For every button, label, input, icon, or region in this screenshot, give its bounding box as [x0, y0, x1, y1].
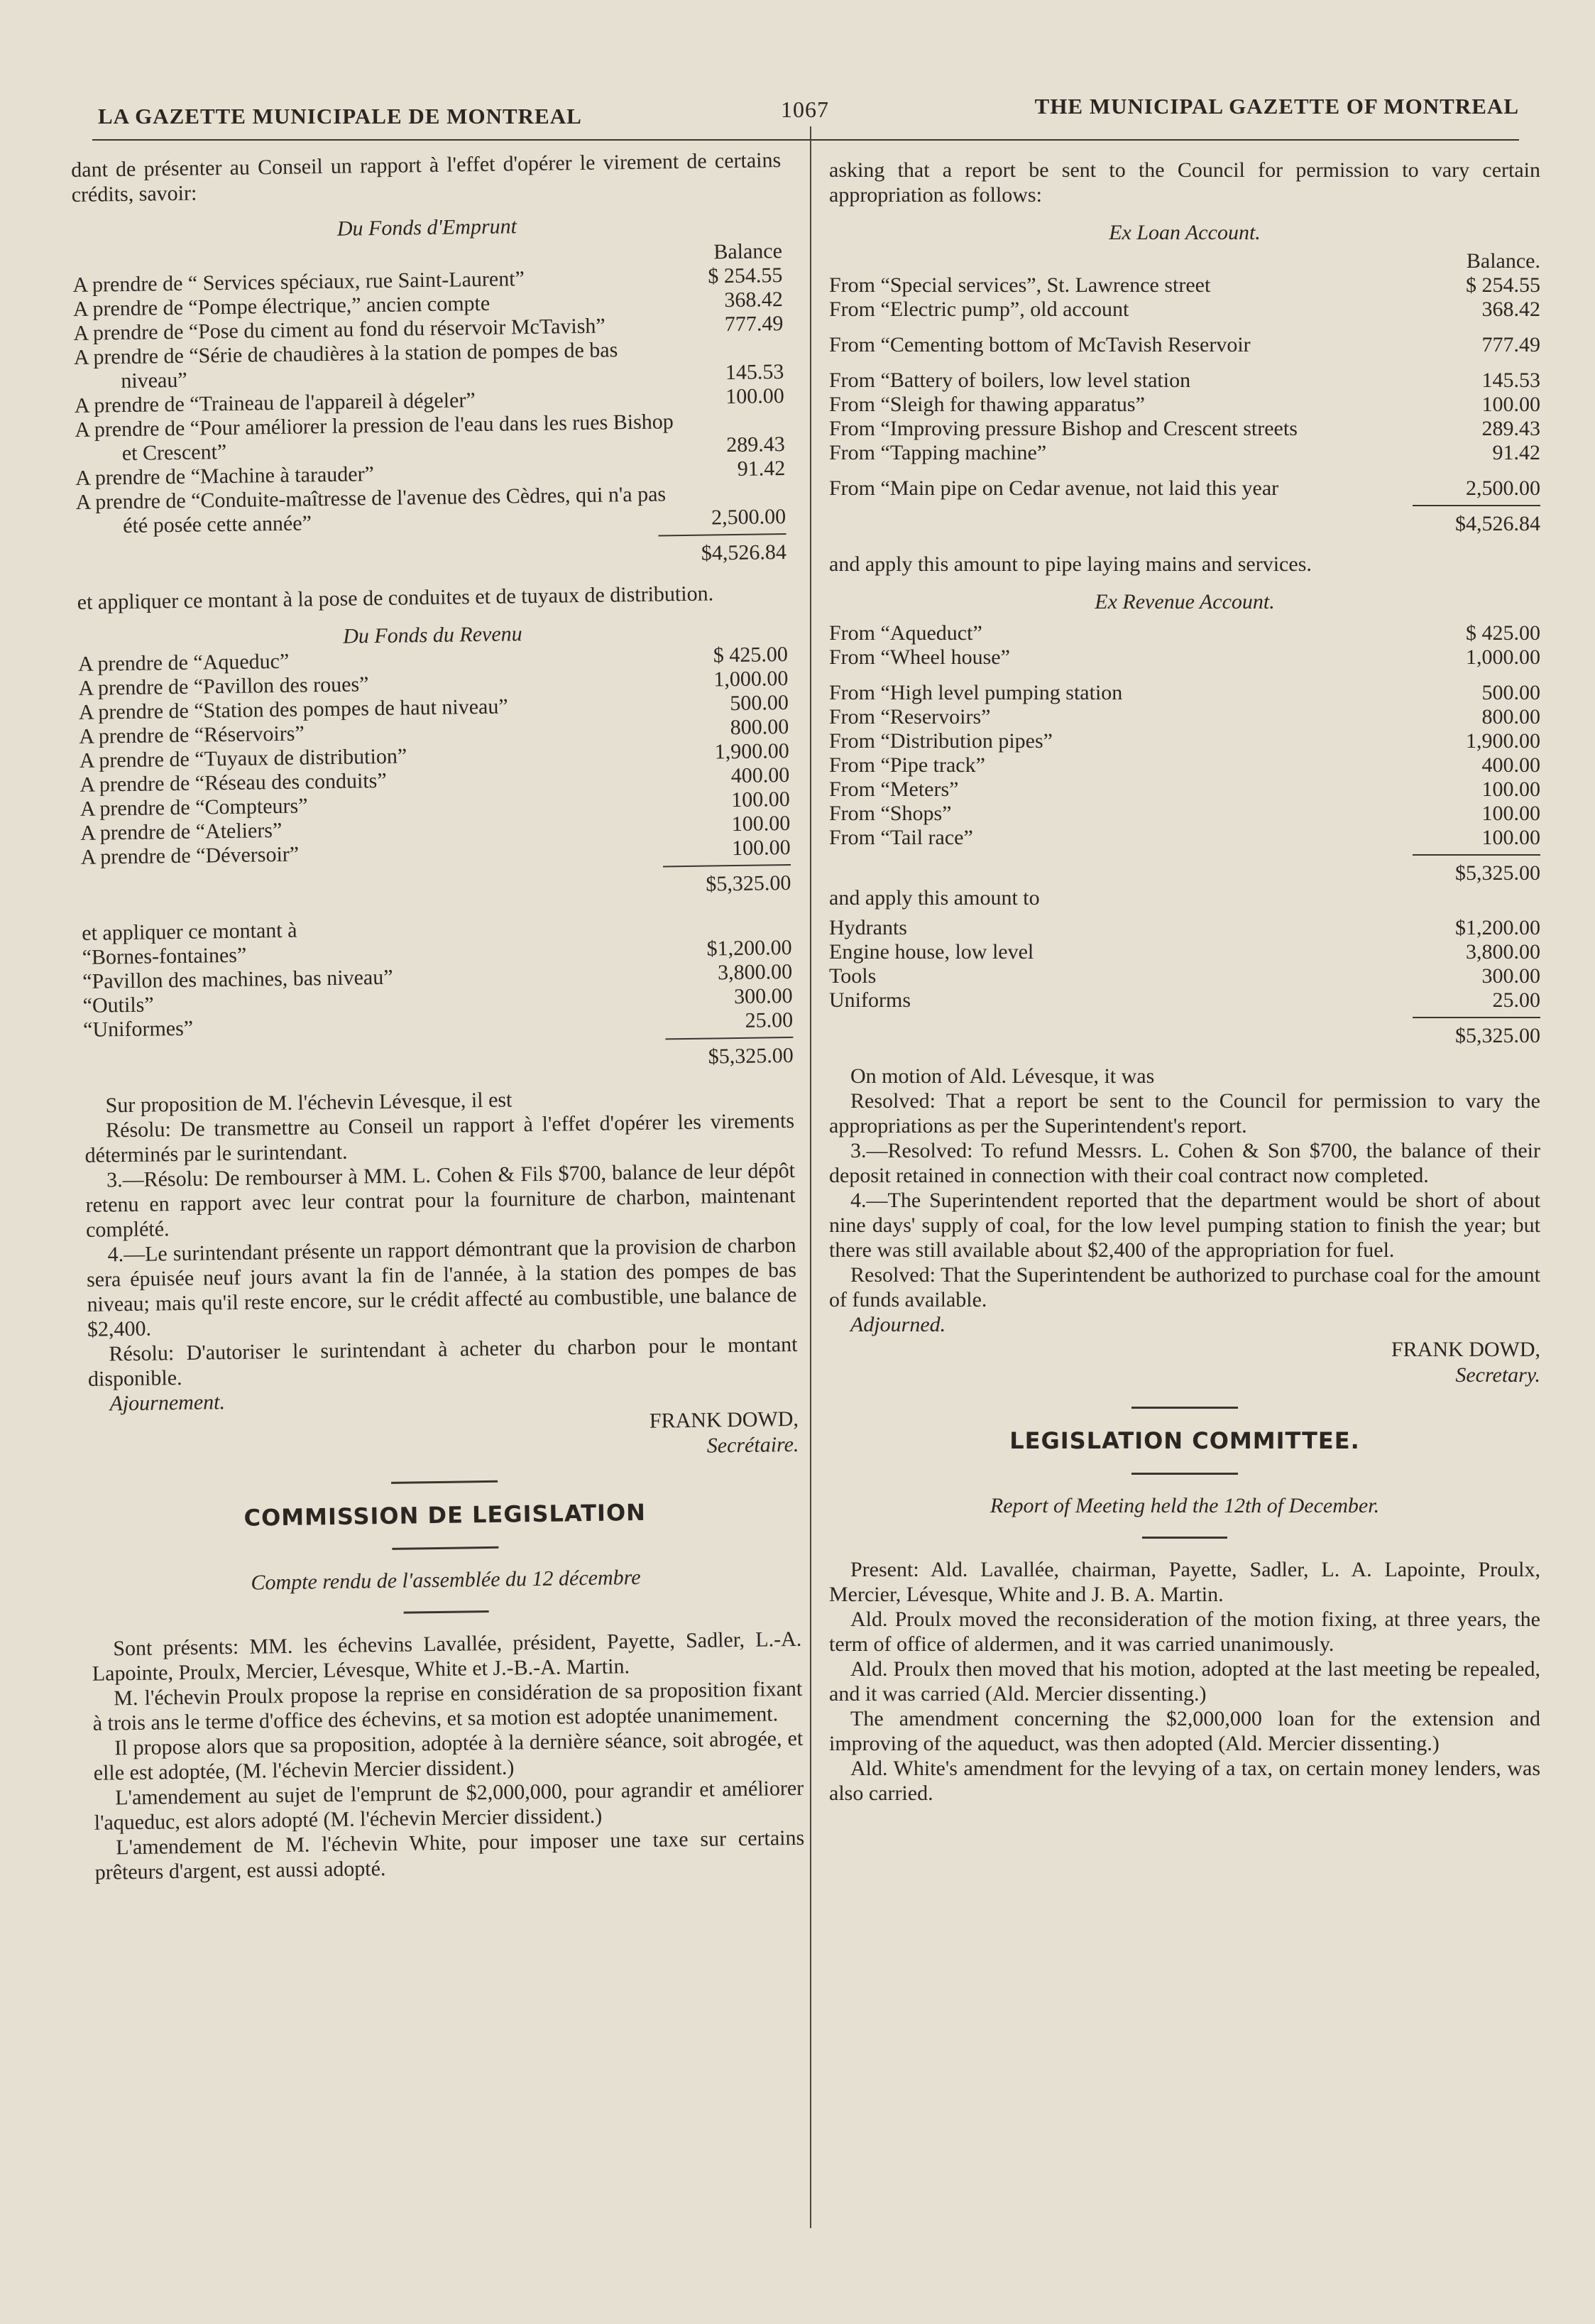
- signature-name: FRANK DOWD,: [1391, 1338, 1540, 1361]
- row-label: From “Pipe track”: [829, 753, 985, 777]
- table-row: [829, 645, 1540, 670]
- row-amount: 800.00: [1481, 705, 1540, 729]
- apply-loan-text: et appliquer ce montant à la pose de conduites et de tuyaux de distribution.: [77, 582, 714, 614]
- row-label: “Pavillon des machines, bas niveau”: [82, 965, 393, 993]
- row-amount: $ 254.55: [1466, 273, 1540, 297]
- table-row: [829, 681, 1540, 705]
- row-amount: 368.42: [724, 288, 784, 312]
- section-divider: [404, 1610, 489, 1614]
- loan-table: [72, 263, 786, 539]
- row-label: A prendre de “Déversoir”: [80, 842, 300, 869]
- row-label: From “High level pumping station: [829, 681, 1123, 704]
- row-amount: 289.43: [726, 432, 785, 457]
- apply-revenue-text: et appliquer ce montant à: [82, 918, 297, 945]
- row-label: From “Distribution pipes”: [829, 729, 1053, 753]
- table-row: [829, 273, 1540, 298]
- adjournment: Adjourned.: [850, 1313, 946, 1336]
- intro-text: asking that a report be sent to the Council for permission to vary certain appropriation as follows:: [829, 158, 1540, 207]
- paragraph: Sur proposition de M. l'échevin Lévesque, il est: [105, 1088, 513, 1118]
- row-label: “Uniformes”: [82, 1016, 194, 1042]
- row-amount: 25.00: [1492, 988, 1540, 1012]
- paragraph: 4.—The Superintendent reported that the department would be short of about nine days' supply of coal, for the low level pumping station to finish the year; but there was still available about $2,400 of the appropriation for fuel.: [829, 1189, 1540, 1262]
- column-divider: [810, 126, 811, 2228]
- loan-total: $4,526.84: [77, 533, 787, 574]
- apply-loan-text: and apply this amount to pipe laying mains and services.: [829, 552, 1312, 576]
- table-row: [829, 778, 1540, 802]
- paragraph: Résolu: De transmettre au Conseil un rapport à l'effet d'opérer les virements déterminés par le surintendant.: [84, 1108, 795, 1167]
- table-row: [829, 729, 1540, 753]
- row-label: A prendre de “Aqueduc”: [77, 649, 290, 676]
- paragraph: 3.—Resolved: To refund Messrs. L. Cohen & Son $700, the balance of their deposit retained in connection with their coal contract now completed.: [829, 1139, 1540, 1187]
- section-divider: [1131, 1473, 1238, 1475]
- balance-label: Balance: [713, 239, 783, 264]
- row-amount: 100.00: [1481, 393, 1540, 416]
- row-amount: 777.49: [1481, 333, 1540, 356]
- paragraph: Ald. White's amendment for the levying of a tax, on certain money lenders, was also carried.: [829, 1757, 1540, 1805]
- section-subtitle: Compte rendu de l'assemblée du 12 décembre: [251, 1565, 641, 1595]
- table-row: [829, 826, 1540, 850]
- row-amount: 400.00: [730, 763, 790, 788]
- loan-total: $4,526.84: [829, 505, 1540, 536]
- page-header: [92, 84, 1519, 129]
- page-number: 1067: [781, 97, 829, 122]
- section-divider: [391, 1480, 498, 1484]
- table-row: [829, 705, 1540, 729]
- row-amount: 100.00: [730, 787, 790, 812]
- section-subtitle: Report of Meeting held the 12th of December.: [990, 1494, 1380, 1517]
- row-label: A prendre de “ Services spéciaux, rue Saint-Laurent”: [72, 267, 525, 297]
- apply-total: $5,325.00: [83, 1037, 794, 1078]
- row-label: From “Improving pressure Bishop and Crescent streets: [829, 417, 1298, 440]
- row-amount: 145.53: [725, 360, 784, 385]
- row-label: A prendre de “Tuyaux de distribution”: [79, 744, 407, 773]
- row-amount: 300.00: [733, 983, 793, 1009]
- section-divider: [392, 1546, 498, 1550]
- row-label: “Outils”: [82, 993, 154, 1018]
- apply-total: $5,325.00: [829, 1017, 1540, 1048]
- row-label: From “Battery of boilers, low level station: [829, 369, 1191, 392]
- header-rule: [92, 139, 1519, 141]
- section-title: COMMISSION DE LEGISLATION: [243, 1498, 647, 1532]
- table-row: [829, 298, 1540, 322]
- table-row: [829, 802, 1540, 826]
- balance-label: Balance.: [1466, 249, 1540, 273]
- header-title-english: THE MUNICIPAL GAZETTE OF MONTREAL: [1034, 94, 1519, 119]
- row-label: From “Cementing bottom of McTavish Reservoir: [829, 333, 1251, 356]
- paragraph: Present: Ald. Lavallée, chairman, Payette, Sadler, L. A. Lapointe, Proulx, Mercier, Lévesque, White and J. B. A. Martin.: [829, 1558, 1540, 1606]
- paragraph: L'amendement au sujet de l'emprunt de $2,000,000, pour agrandir et améliorer l'aqueduc, est alors adopté (M. l'échevin Mercier dissident.): [94, 1776, 804, 1835]
- row-amount: 800.00: [730, 714, 789, 740]
- table-row: [829, 753, 1540, 778]
- row-label: Tools: [829, 964, 877, 988]
- french-column: [71, 148, 805, 1885]
- row-label: From “Tail race”: [829, 826, 973, 849]
- loan-heading: Ex Loan Account.: [1109, 221, 1261, 244]
- row-amount: 91.42: [1492, 441, 1540, 464]
- row-label: A prendre de “Station des pompes de haut niveau”: [78, 694, 508, 724]
- paragraph: Il propose alors que sa proposition, adoptée à la dernière séance, soit abrogée, et elle est adoptée, (M. l'échevin Mercier dissident.): [93, 1726, 804, 1785]
- row-label: A prendre de “Compteurs”: [80, 794, 308, 821]
- row-amount: $ 425.00: [1466, 621, 1540, 645]
- row-amount: 400.00: [1481, 753, 1540, 777]
- row-amount: 3,800.00: [1466, 940, 1540, 964]
- row-amount: 100.00: [1481, 802, 1540, 825]
- signature-name: FRANK DOWD,: [649, 1407, 799, 1433]
- row-label: From “Shops”: [829, 802, 952, 825]
- row-label: A prendre de “Ateliers”: [80, 818, 283, 845]
- signature-title: Secretary.: [1455, 1363, 1540, 1387]
- signature-title: Secrétaire.: [706, 1432, 799, 1458]
- paragraph: 4.—Le surintendant présente un rapport démontrant que la provision de charbon sera épuisée neuf jours avant la fin de l'année, à la station des pompes de bas niveau; mais qu'il reste encore, sur le crédit affecté au combustible, une balance de $2,400.: [86, 1233, 797, 1341]
- row-amount: $ 425.00: [713, 642, 789, 667]
- revenue-total: $5,325.00: [81, 864, 791, 905]
- row-amount: 25.00: [745, 1008, 794, 1032]
- table-row: [829, 417, 1540, 441]
- table-row: [829, 369, 1540, 393]
- apply-revenue-text: and apply this amount to: [829, 886, 1040, 910]
- row-amount: 100.00: [731, 835, 791, 861]
- paragraph: M. l'échevin Proulx propose la reprise en considération de sa proposition fixant à trois ans le terme d'office des échevins, et sa motion est adoptée unanimement.: [92, 1676, 803, 1735]
- row-label: From “Sleigh for thawing apparatus”: [829, 393, 1145, 416]
- table-row: [829, 476, 1540, 501]
- row-amount: 3,800.00: [717, 959, 793, 985]
- paragraph: Resolved: That the Superintendent be authorized to purchase coal for the amount of funds available.: [829, 1263, 1540, 1311]
- header-title-french: LA GAZETTE MUNICIPALE DE MONTREAL: [98, 104, 582, 129]
- revenue-heading: Ex Revenue Account.: [1095, 590, 1275, 613]
- english-column: [829, 158, 1540, 1806]
- revenue-table: [78, 643, 791, 870]
- row-label: Hydrants: [829, 916, 907, 939]
- loan-table: [829, 273, 1540, 501]
- section-title: LEGISLATION COMMITTEE.: [1009, 1427, 1360, 1454]
- row-label: “Bornes-fontaines”: [82, 943, 247, 969]
- row-amount: 289.43: [1481, 417, 1540, 440]
- row-amount: $1,200.00: [1455, 916, 1540, 939]
- table-row: [829, 940, 1540, 964]
- row-amount: 100.00: [1481, 826, 1540, 849]
- row-label: Engine house, low level: [829, 940, 1034, 964]
- revenue-table: [829, 621, 1540, 850]
- paragraph: On motion of Ald. Lévesque, it was: [850, 1064, 1155, 1088]
- row-label: From “Special services”, St. Lawrence street: [829, 273, 1211, 297]
- paragraph: Ald. Proulx then moved that his motion, adopted at the last meeting be repealed, and it was carried (Ald. Mercier dissenting.): [829, 1657, 1540, 1706]
- table-row: [829, 333, 1540, 357]
- row-label: From “Main pipe on Cedar avenue, not laid this year: [829, 476, 1279, 500]
- row-amount: 100.00: [725, 384, 785, 409]
- paragraph: Ald. Proulx moved the reconsideration of the motion fixing, at three years, the term of office of aldermen, and it was carried unanimously.: [829, 1608, 1540, 1656]
- row-label: A prendre de “Réservoirs”: [79, 721, 305, 748]
- table-row: [829, 916, 1540, 940]
- row-amount: 1,000.00: [713, 666, 789, 692]
- row-amount: 2,500.00: [1466, 476, 1540, 500]
- row-amount: $ 254.55: [708, 263, 783, 288]
- table-row: [829, 393, 1540, 417]
- row-label: From “Meters”: [829, 778, 959, 801]
- row-amount: 500.00: [1481, 681, 1540, 704]
- row-label: From “Aqueduct”: [829, 621, 982, 645]
- row-amount: 368.42: [1481, 298, 1540, 321]
- row-label: A prendre de “Conduite-maîtresse de l'avenue des Cèdres, qui n'a pas été posée cette année”: [75, 482, 667, 538]
- row-label: A prendre de “Pavillon des roues”: [78, 672, 369, 700]
- row-amount: 1,000.00: [1466, 645, 1540, 669]
- section-divider: [1131, 1407, 1238, 1409]
- row-amount: 100.00: [1481, 778, 1540, 801]
- revenue-heading: Du Fonds du Revenu: [343, 622, 522, 648]
- adjournment: Ajournement.: [109, 1390, 226, 1416]
- row-label: A prendre de “Pose du ciment au fond du réservoir McTavish”: [73, 314, 605, 345]
- row-amount: 1,900.00: [714, 738, 789, 764]
- row-amount: 145.53: [1481, 369, 1540, 392]
- row-amount: 777.49: [724, 312, 784, 337]
- row-label: A prendre de “Réseau des conduits”: [80, 768, 387, 797]
- row-amount: 300.00: [1481, 964, 1540, 988]
- table-row: [829, 621, 1540, 645]
- row-amount: $1,200.00: [706, 935, 792, 961]
- revenue-total: $5,325.00: [829, 854, 1540, 885]
- row-amount: 91.42: [737, 456, 786, 481]
- table-row: [76, 481, 786, 539]
- paragraph: 3.—Résolu: De rembourser à MM. L. Cohen & Fils $700, balance de leur dépôt retenu en rapport avec leur contrat pour la fourniture de charbon, maintenant complété.: [85, 1158, 796, 1242]
- row-label: From “Electric pump”, old account: [829, 298, 1129, 321]
- table-row: [829, 964, 1540, 988]
- loan-heading: Du Fonds d'Emprunt: [336, 214, 517, 241]
- row-label: From “Reservoirs”: [829, 705, 991, 729]
- paragraph: Résolu: D'autoriser le surintendant à acheter du charbon pour le montant disponible.: [87, 1332, 798, 1391]
- row-label: From “Wheel house”: [829, 645, 1010, 669]
- row-amount: 100.00: [731, 811, 791, 836]
- row-label: From “Tapping machine”: [829, 441, 1047, 464]
- table-row: [829, 441, 1540, 465]
- row-label: A prendre de “Pompe électrique,” ancien compte: [72, 291, 490, 321]
- row-label: A prendre de “Pour améliorer la pression de l'eau dans les rues Bishop et Crescent”: [75, 410, 674, 466]
- apply-table: [82, 936, 793, 1042]
- apply-table: [829, 916, 1540, 1013]
- row-label: A prendre de “Traineau de l'appareil à dégeler”: [74, 388, 476, 418]
- section-divider: [1142, 1537, 1227, 1539]
- paragraph: The amendment concerning the $2,000,000 loan for the extension and improving of the aqueduct, was then adopted (Ald. Mercier dissenting.): [829, 1707, 1540, 1755]
- table-row: [829, 988, 1540, 1013]
- intro-text: dant de présenter au Conseil un rapport à l'effet d'opérer le virement de certains crédits, savoir:: [71, 148, 782, 207]
- row-amount: 2,500.00: [711, 504, 786, 530]
- row-amount: 500.00: [730, 690, 789, 716]
- row-label: Uniforms: [829, 988, 911, 1012]
- paragraph: Sont présents: MM. les échevins Lavallée, président, Payette, Sadler, L.-A. Lapointe, Proulx, Mercier, Lévesque, White et J.-B.-A. Martin.: [92, 1627, 802, 1686]
- row-amount: 1,900.00: [1466, 729, 1540, 753]
- row-label: A prendre de “Machine à tarauder”: [75, 462, 375, 490]
- paragraph: L'amendement de M. l'échevin White, pour imposer une taxe sur certains prêteurs d'argent, est aussi adopté.: [94, 1826, 805, 1884]
- paragraph: Resolved: That a report be sent to the Council for permission to vary the appropriations as per the Superintendent's report.: [829, 1089, 1540, 1138]
- row-label: A prendre de “Série de chaudières à la station de pompes de bas niveau”: [73, 338, 618, 393]
